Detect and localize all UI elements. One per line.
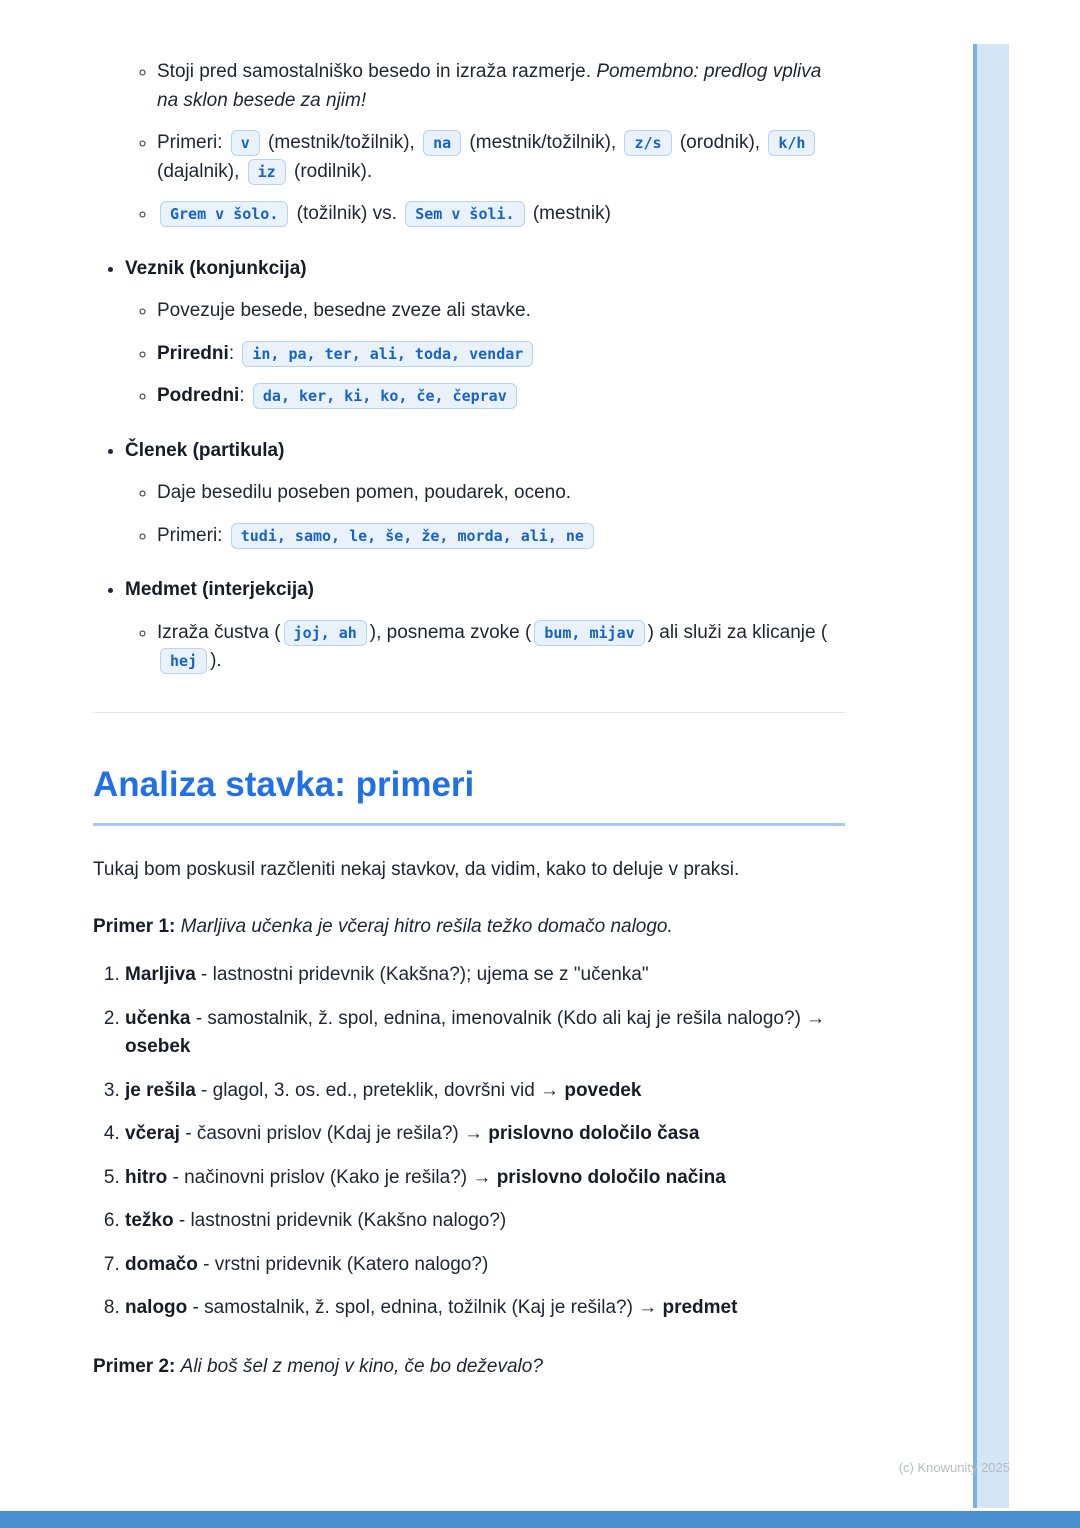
list-item: ◦ Izraža čustva ( joj, ah ), posnema zvoke ( bum, mijav ) ali služi za klicanje (hej ). <box>157 619 845 676</box>
bold-text: hitro <box>125 1166 168 1188</box>
list-item-veznik <box>125 255 845 411</box>
code-chip: z/s <box>624 130 671 156</box>
code-chip: tudi, samo, le, še, že, morda, ali, ne <box>231 523 594 549</box>
list-item: ◦ Grem v šolo. (tožilnik) vs. Sem v šoli. (mestnik) <box>157 200 845 229</box>
code-chip: da, ker, ki, ko, če, čeprav <box>253 383 517 409</box>
code-chip: v <box>231 130 260 156</box>
bold-text: osebek <box>125 1036 191 1057</box>
bold-text: Primer 1: <box>93 915 176 937</box>
bold-text: Marljiva <box>125 964 196 985</box>
analysis-item: 4. včeraj - časovni prislov (Kdaj je rešila?) → prislovno določilo časa <box>125 1120 845 1149</box>
veznik-sublist <box>125 297 845 411</box>
code-chip: joj, ah <box>284 620 367 646</box>
list-item-title <box>125 258 307 279</box>
bold-text: Veznik (konjunkcija) <box>125 257 307 279</box>
page-edge-decoration <box>977 44 1009 1508</box>
medmet-sublist <box>125 619 845 676</box>
section-divider <box>93 712 845 713</box>
list-item-medmet <box>125 576 845 676</box>
bold-text: Členek (partikula) <box>125 439 285 461</box>
code-chip: bum, mijav <box>534 620 644 646</box>
primer1-paragraph <box>93 913 845 942</box>
bold-text: Primer 2: <box>93 1355 176 1377</box>
analysis-item: 8. nalogo - samostalnik, ž. spol, ednina, tožilnik (Kaj je rešila?) → predmet <box>125 1294 845 1323</box>
bold-text: Medmet (interjekcija) <box>125 579 314 600</box>
analysis-item: 3. je rešila - glagol, 3. os. ed., preteklik, dovršni vid → povedek <box>125 1077 845 1106</box>
italic-text: Pomembno: predlog vpliva na sklon besede za njim! <box>157 61 822 111</box>
italic-text: Marljiva učenka je včeraj hitro rešila težko domačo nalogo. <box>180 915 673 937</box>
list-item-title <box>125 440 284 461</box>
list-item: ◦ Primeri: v (mestnik/tožilnik), na (mestnik/tožilnik), z/s (orodnik), k/h (dajalnik), iz (rodilnik). <box>157 129 845 186</box>
page-footer-bar <box>0 1511 1080 1528</box>
analysis-item: 2. učenka - samostalnik, ž. spol, ednina, imenovalnik (Kdo ali kaj je rešila nalogo?) → osebek <box>125 1005 845 1062</box>
bold-text: Priredni <box>157 342 229 364</box>
bold-text: domačo <box>125 1253 198 1275</box>
italic-text: Ali boš šel z menoj v kino, če bo deževalo? <box>180 1355 543 1377</box>
predlog-sublist <box>93 58 845 229</box>
parts-of-speech-list <box>93 255 845 676</box>
section-heading: Analiza stavka: primeri <box>93 759 845 827</box>
bold-text: Podredni <box>157 385 240 406</box>
primer2-paragraph <box>93 1353 845 1382</box>
bold-text: predmet <box>662 1297 738 1318</box>
intro-paragraph: Tukaj bom poskusil razčleniti nekaj stavkov, da vidim, kako to deluje v praksi. <box>93 859 740 880</box>
bold-text: učenka <box>125 1007 191 1029</box>
list-item: ◦ Priredni: in, pa, ter, ali, toda, vendar <box>157 340 845 369</box>
document-content <box>93 44 845 1381</box>
analysis-item: 7. domačo - vrstni pridevnik (Katero nalogo?) <box>125 1251 845 1280</box>
list-item: ◦ Povezuje besede, besedne zveze ali stavke. <box>157 297 845 326</box>
bold-text: včeraj <box>125 1123 180 1144</box>
code-chip: hej <box>160 648 207 674</box>
code-chip: in, pa, ter, ali, toda, vendar <box>242 341 533 367</box>
bold-text: težko <box>125 1210 174 1231</box>
code-chip: iz <box>248 159 286 185</box>
code-chip: Sem v šoli. <box>405 201 524 227</box>
list-item: ◦ Stoji pred samostalniško besedo in izraža razmerje. Pomembno: predlog vpliva na sklon besede za njim! <box>157 58 845 115</box>
bold-text: povedek <box>564 1079 642 1101</box>
list-item: ◦ Primeri: tudi, samo, le, še, že, morda, ali, ne <box>157 522 845 551</box>
analysis-item: 1. Marljiva - lastnostni pridevnik (Kakšna?); ujema se z "učenka" <box>125 961 845 990</box>
code-chip: Grem v šolo. <box>160 201 288 227</box>
bold-text: nalogo <box>125 1297 188 1318</box>
sentence-analysis-list <box>93 961 845 1323</box>
list-item-clenek <box>125 437 845 551</box>
bold-text: prislovno določilo načina <box>496 1166 726 1188</box>
list-item: ◦ Podredni: da, ker, ki, ko, če, čeprav <box>157 382 845 411</box>
code-chip: na <box>423 130 461 156</box>
list-item-title <box>125 579 314 600</box>
analysis-item: 6. težko - lastnostni pridevnik (Kakšno nalogo?) <box>125 1207 845 1236</box>
list-item: ◦ Daje besedilu poseben pomen, poudarek, oceno. <box>157 479 845 508</box>
footer-credit: (c) Knowunity 2025 <box>898 1460 1010 1475</box>
bold-text: prislovno določilo časa <box>488 1123 700 1144</box>
code-chip: k/h <box>768 130 815 156</box>
analysis-item: 5. hitro - načinovni prislov (Kako je rešila?) → prislovno določilo načina <box>125 1164 845 1193</box>
clenek-sublist <box>125 479 845 550</box>
bold-text: je rešila <box>125 1079 196 1101</box>
